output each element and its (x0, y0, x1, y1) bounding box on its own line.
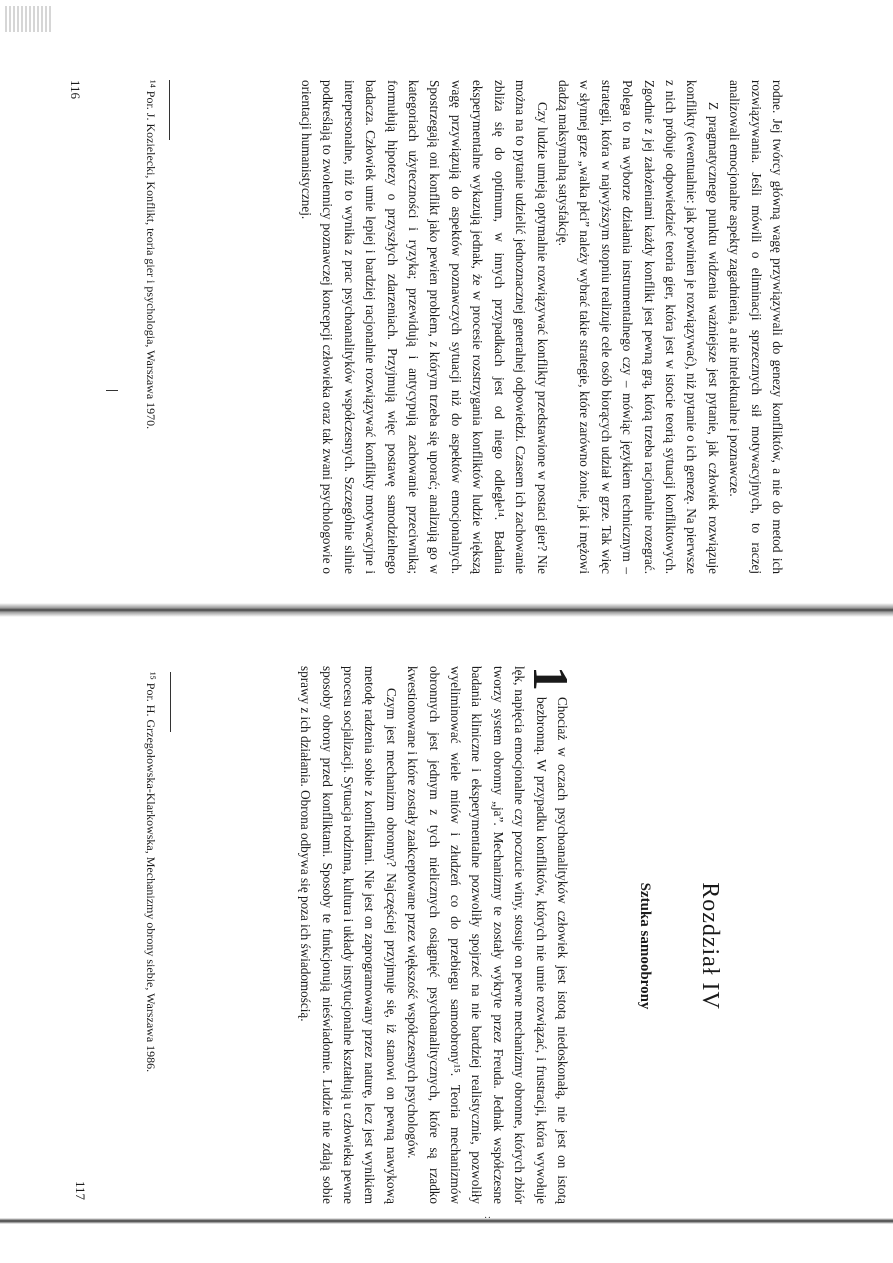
paragraph: Czy ludzie umieją optymalnie rozwiązywać konflikty przedstawione w postaci gier? Nie można na to pytanie udzielić jednoznacznej generalnej odpowiedzi. Czasem ich zachowanie zbliża się do optimum, w innych przypadkach jest od niego odległe¹⁴. Badania eksperymentalne wykazują jednak, że w procesie rozstrzygania konfliktów ludzie większą wagę przywiązują do aspektów poznawczych sytuacji niż do aspektów emocjonalnych. Spostrzegają oni konflikt jako pewien problem, z którym trzeba się uporać; analizują go w kategoriach użyteczności i ryzyka; przewidują i antycypują zachowanie przeciwnika; formułują hipotezy o przyszłych zdarzeniach. Przyjmują więc postawę samodzielnego badacza. Człowiek umie lepiej i bardziej racjonalnie rozwiązywać konflikty motywacyjne i interpersonalne, niż to wynika z prac psychoanalityków współczesnych. Szczególnie silnie podkreślają to zwolennicy poznawczej koncepcji człowieka oraz tak zwani psychologowie o orientacji humanistycznej. (299, 80, 550, 574)
page-edge (0, 1218, 893, 1224)
right-page (0, 616, 893, 1263)
chapter-subtitle: Sztuka samoobrony (637, 882, 653, 1010)
left-body-text (296, 80, 788, 574)
page-number: 117 (73, 1181, 88, 1201)
footnote: ¹⁵ Por. H. Grzegołowska-Klarkowska, Mechanizmy obrony siebie, Warszawa 1986. (144, 672, 158, 1073)
footnote-rule (169, 80, 170, 140)
page-number: 116 (68, 80, 83, 100)
paragraph: Chociaż w oczach psychoanalityków człowiek jest istotą niedoskonałą, nie jest on istotą bezbronną. W przypadku konfliktów, których nie umie rozwiązać, i frustracji, która wywołuje lęk, napięcia emocjonalne czy poczucie winy, stosuje on pewne mechanizmy obronne, których zbiór tworzy system obronny „ja”. Mechanizmy te zostały wykryte przez Freuda. Jednak współczesne badania kliniczne i eksperymentalne pozwoliły spojrzeć na nie bardziej realistycznie, pozwoliły wyeliminować wiele mitów i złudzeń co do przebiegu samoobrony¹⁵. Teoria mechanizmów obronnych jest jednym z tych nielicznych osiągnięć psychoanalitycznych, które są rzadko kwestionowane i które zostały zaakceptowane przez większość współczesnych psychologów. (405, 666, 570, 1204)
paragraph: Z pragmatycznego punktu widzenia ważniejsze jest pytanie, jak człowiek rozwiązuje konflikty (ewentualnie: jak powinien je rozwiązywać), niż pytanie o ich genezę. Na pierwsze z nich próbuje odpowiedzieć teoria gier, która jest w istocie teorią sytuacji konfliktowych. Zgodnie z jej założeniami każdy konflikt jest pewną grą, którą trzeba racjonalnie rozegrać. Polega to na wyborze działania instrumentalnego czy – mówiąc językiem technicznym – strategii, która w najwyższym stopniu realizuje cele osób biorących udział w grze. Tak więc w słynnej grze „walka płci” należy wybrać takie strategie, które zarówno żonie, jak i mężowi dadzą maksymalną satysfakcję. (555, 80, 721, 574)
drop-cap: 1 (523, 666, 579, 691)
scan-artifact (5, 6, 51, 32)
chapter-title: Rozdział IV (697, 882, 723, 1010)
left-page (0, 0, 893, 616)
right-body-text (295, 666, 579, 1204)
footnote-rule (170, 672, 171, 732)
paragraph: rodne. Jej twórcy główną wagę przywiązywali do genezy konfliktów, a nie do metod ich rozwiązywania. Jeśli mówili o eliminacji sprzecznych sił motywacyjnych, to raczej analizowali emocjonalne aspekty zagadnienia, a nie intelektualne i poznawcze. (727, 80, 785, 574)
pen-mark (106, 390, 118, 391)
footnote: ¹⁴ Por. J. Kozielecki, Konflikt, teoria gier i psychologia, Warszawa 1970. (144, 80, 158, 430)
paragraph: Czym jest mechanizm obronny? Najczęściej przyjmuje się, iż stanowi on pewną nawykową metodę radzenia sobie z konfliktami. Nie jest on zaprogramowany przez naturę, lecz jest wynikiem procesu socjalizacji. Sytuacja rodzinna, kultura i układy instytucjonalne kształtują u człowieka pewne sposoby obrony przed konfliktami. Sposoby te funkcjonują nieświadomie. Ludzie nie zdają sobie sprawy z ich działania. Obrona odbywa się poza ich świadomością. (298, 666, 399, 1204)
book-gutter (0, 603, 893, 617)
